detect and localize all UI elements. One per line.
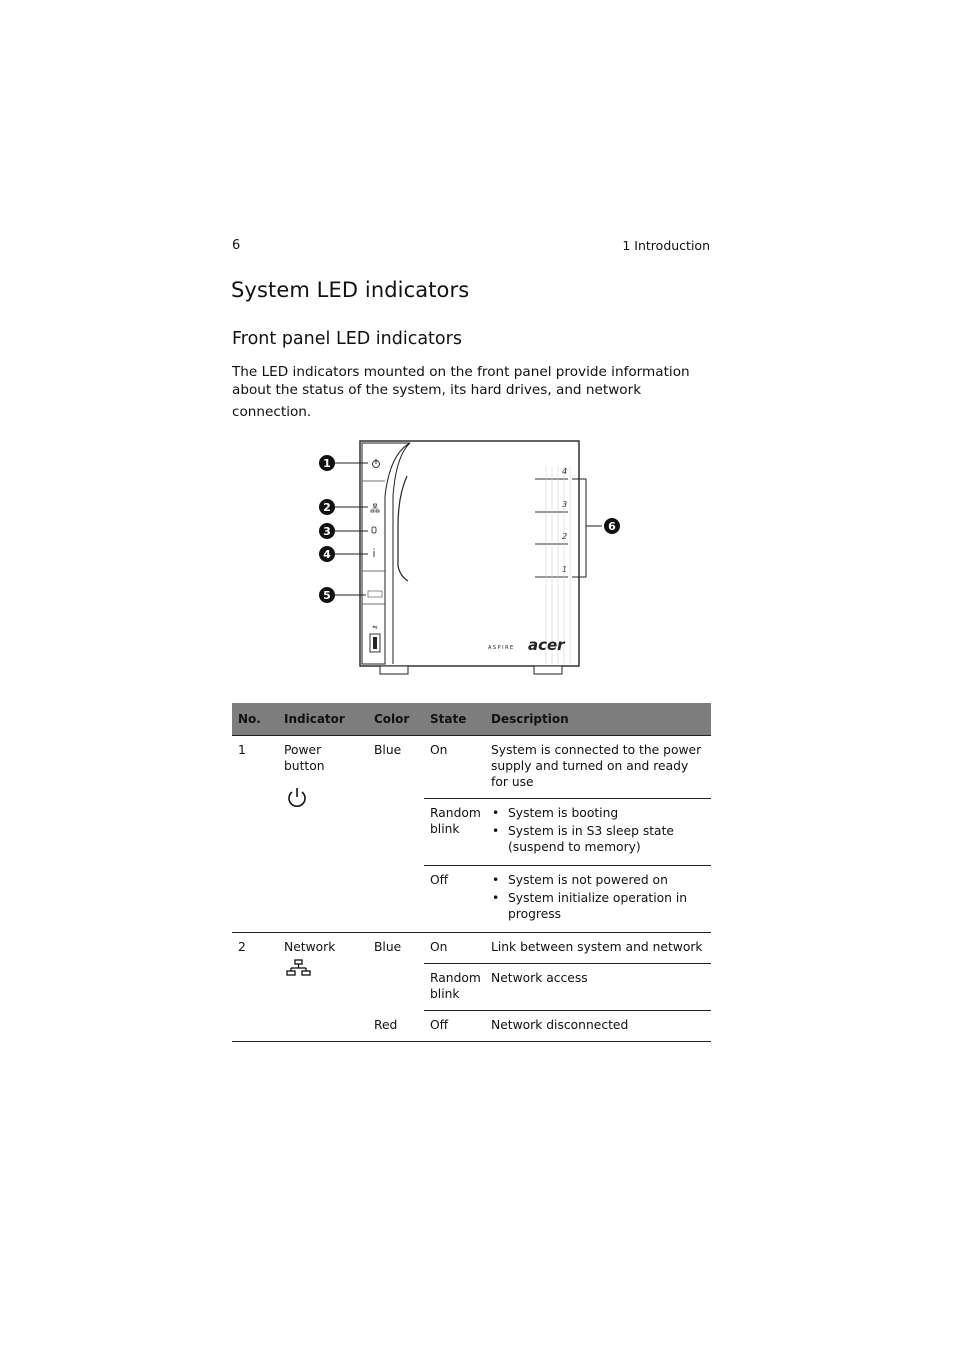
bay-label-1: 1: [562, 565, 568, 574]
power-off-state: Off: [424, 866, 485, 933]
power-color: Blue: [368, 736, 424, 933]
network-off-desc: Network disconnected: [485, 1011, 711, 1042]
page-number: 6: [232, 238, 241, 253]
col-header-indicator: Indicator: [278, 703, 368, 736]
svg-text:⇋: ⇋: [372, 624, 378, 631]
power-indicator-label: Power button: [284, 743, 325, 773]
intro-line-1: The LED indicators mounted on the front panel provide information: [232, 364, 690, 380]
power-blink-state: Random blink: [424, 799, 485, 866]
power-indicator-cell: [278, 736, 368, 933]
led-indicator-table: [232, 703, 711, 1042]
intro-paragraph: [232, 364, 712, 422]
power-off-desc: [485, 866, 711, 933]
list-item: • System is not powered on: [508, 872, 707, 888]
network-on-state: On: [424, 933, 485, 964]
callout-5: 5: [323, 589, 331, 602]
intro-line-2: about the status of the system, its hard drives, and network: [232, 381, 642, 398]
brand-logo: acer: [528, 636, 565, 654]
list-item: • System initialize operation in progress: [508, 890, 707, 922]
network-no: 2: [232, 933, 278, 1042]
list-item: • System is in S3 sleep state (suspend to memory): [508, 823, 707, 855]
network-color-blue: Blue: [374, 940, 402, 954]
device-foot-left: [380, 666, 408, 674]
model-logo: ASPIRE: [488, 645, 515, 651]
network-color-red: Red: [368, 1011, 424, 1042]
bay-label-4: 4: [562, 467, 568, 476]
bay-label-3: 3: [562, 500, 568, 509]
col-header-state: State: [424, 703, 485, 736]
page-title: System LED indicators: [231, 278, 470, 302]
callout-4: 4: [323, 548, 331, 561]
callout-1: 1: [323, 457, 331, 470]
network-off-state: Off: [424, 1011, 485, 1042]
power-on-desc: System is connected to the power supply and turned on and ready for use: [485, 736, 711, 799]
bay-label-2: 2: [562, 532, 568, 541]
callout-6: 6: [608, 520, 616, 533]
network-indicator-cell: [278, 933, 368, 1042]
front-panel-illustration: [310, 436, 630, 682]
network-blink-state: Random blink: [424, 964, 485, 1011]
network-icon: [286, 959, 364, 983]
power-blink-desc: [485, 799, 711, 866]
power-icon: [286, 786, 364, 814]
network-blink-desc: Network access: [485, 964, 711, 1011]
section-title: Front panel LED indicators: [232, 329, 462, 349]
power-no: 1: [232, 736, 278, 933]
device-foot-right: [534, 666, 562, 674]
chapter-title: 1 Introduction: [622, 238, 710, 253]
list-item: • System is booting: [508, 805, 707, 821]
col-header-no: No.: [232, 703, 278, 736]
network-on-desc: Link between system and network: [485, 933, 711, 964]
table-row: [232, 736, 711, 799]
col-header-color: Color: [368, 703, 424, 736]
callout-2: 2: [323, 501, 331, 514]
callout-3: 3: [323, 525, 331, 538]
network-indicator-label: Network: [284, 940, 336, 954]
col-header-description: Description: [485, 703, 711, 736]
power-on-state: On: [424, 736, 485, 799]
intro-line-3: connection.: [232, 404, 312, 420]
table-row: [232, 933, 711, 964]
